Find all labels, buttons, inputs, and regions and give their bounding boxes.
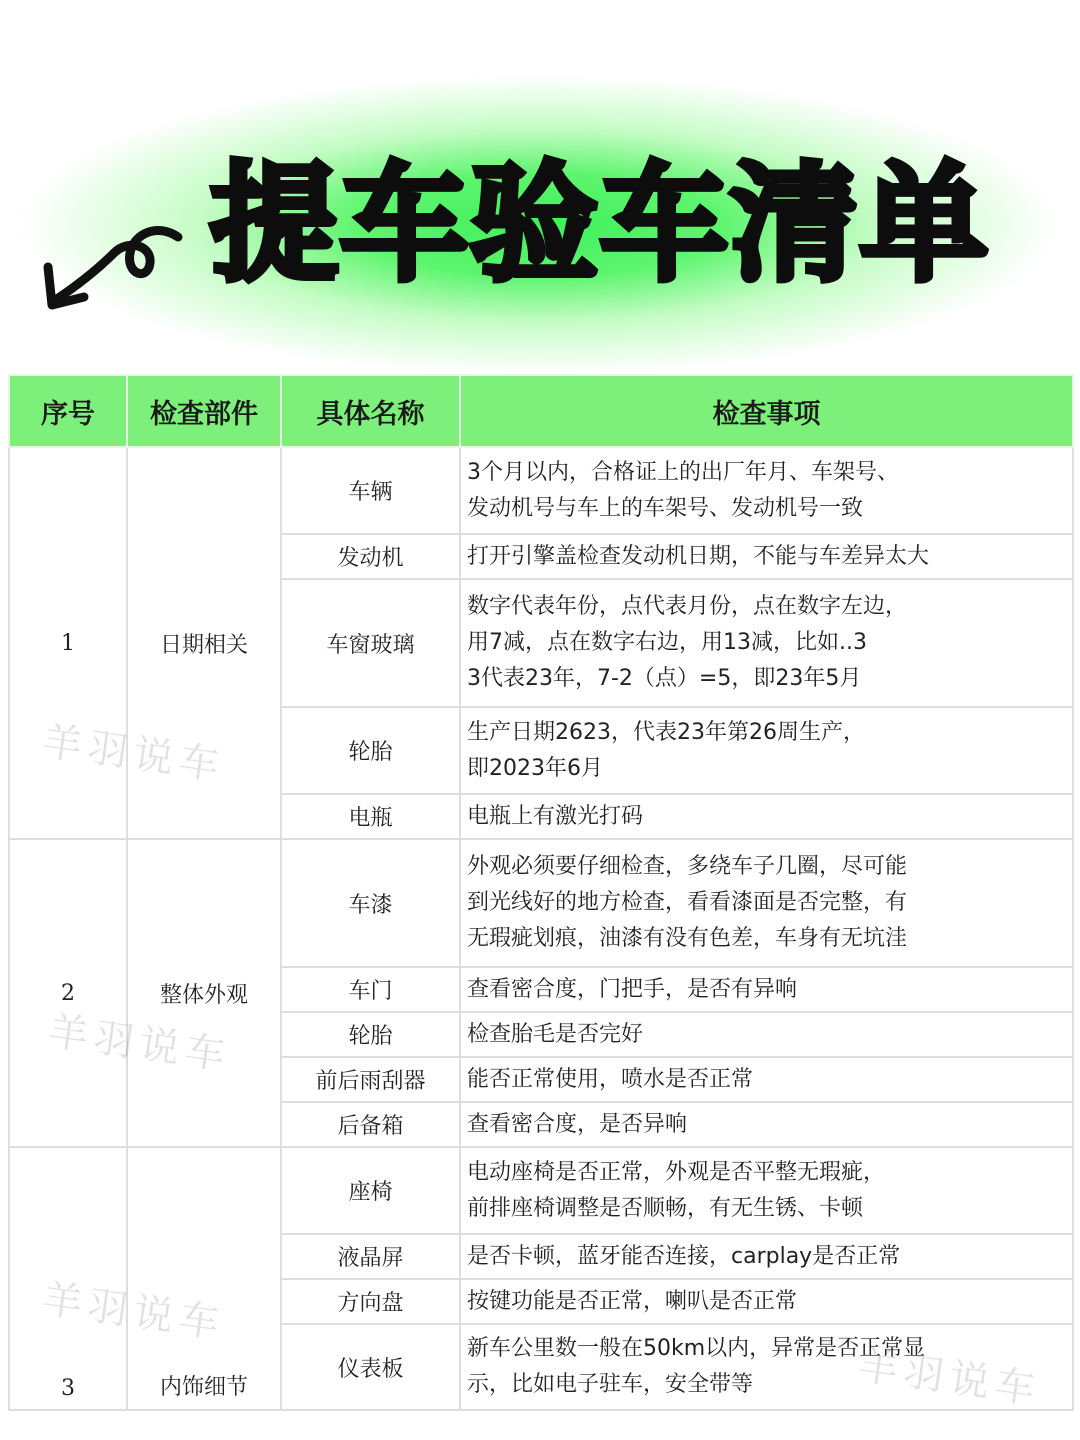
checklist-table xyxy=(8,374,1074,1411)
item-desc: 查看密合度，门把手，是否有异响 xyxy=(460,967,1073,1012)
item-desc: 打开引擎盖检查发动机日期，不能与车差异太大 xyxy=(460,534,1073,579)
item-desc: 电动座椅是否正常，外观是否平整无瑕疵， 前排座椅调整是否顺畅，有无生锈、卡顿 xyxy=(460,1147,1073,1234)
table-row xyxy=(9,447,1073,534)
item-name: 仪表板 xyxy=(281,1324,460,1410)
item-desc: 查看密合度，是否异响 xyxy=(460,1102,1073,1147)
header-part: 检查部件 xyxy=(127,375,281,447)
item-desc: 3个月以内，合格证上的出厂年月、车架号、 发动机号与车上的车架号、发动机号一致 xyxy=(460,447,1073,534)
item-name: 发动机 xyxy=(281,534,460,579)
item-name: 电瓶 xyxy=(281,794,460,839)
item-name: 液晶屏 xyxy=(281,1234,460,1279)
watermark: 羊羽说车 xyxy=(39,718,228,790)
group-index: 1 xyxy=(9,447,127,839)
item-name: 轮胎 xyxy=(281,707,460,794)
item-desc: 电瓶上有激光打码 xyxy=(460,794,1073,839)
table-header-row xyxy=(9,375,1073,447)
group-index: 3 xyxy=(9,1147,127,1410)
watermark: 羊羽说车 xyxy=(855,1342,1044,1414)
table-row xyxy=(9,1147,1073,1234)
item-name: 方向盘 xyxy=(281,1279,460,1324)
item-name: 后备箱 xyxy=(281,1102,460,1147)
group-part: 内饰细节 xyxy=(127,1147,281,1410)
item-desc: 外观必须要仔细检查，多绕车子几圈，尽可能 到光线好的地方检查，看看漆面是否完整，有 无瑕疵划痕，油漆有没有色差，车身有无坑洼 xyxy=(460,839,1073,967)
item-desc: 新车公里数一般在50km以内，异常是否正常显 示，比如电子驻车，安全带等 xyxy=(460,1324,1073,1410)
item-name: 轮胎 xyxy=(281,1012,460,1057)
watermark: 羊羽说车 xyxy=(45,1008,234,1080)
group-part: 日期相关 xyxy=(127,447,281,839)
curly-arrow-icon xyxy=(38,205,188,315)
table-row xyxy=(9,839,1073,967)
item-desc: 按键功能是否正常，喇叭是否正常 xyxy=(460,1279,1073,1324)
page-title: 提车验车清单 xyxy=(210,150,991,299)
header-item-name: 具体名称 xyxy=(281,375,460,447)
header-index: 序号 xyxy=(9,375,127,447)
item-name: 座椅 xyxy=(281,1147,460,1234)
item-desc: 数字代表年份，点代表月份，点在数字左边， 用7减，点在数字右边，用13减，比如..3 3代表23年，7-2（点）=5，即23年5月 xyxy=(460,579,1073,707)
item-name: 车门 xyxy=(281,967,460,1012)
item-name: 车漆 xyxy=(281,839,460,967)
header-check-items: 检查事项 xyxy=(460,375,1073,447)
item-desc: 是否卡顿，蓝牙能否连接，carplay是否正常 xyxy=(460,1234,1073,1279)
item-name: 车辆 xyxy=(281,447,460,534)
item-name: 前后雨刮器 xyxy=(281,1057,460,1102)
item-name: 车窗玻璃 xyxy=(281,579,460,707)
watermark: 羊羽说车 xyxy=(39,1276,228,1348)
group-part: 整体外观 xyxy=(127,839,281,1147)
group-index: 2 xyxy=(9,839,127,1147)
item-desc: 检查胎毛是否完好 xyxy=(460,1012,1073,1057)
item-desc: 能否正常使用，喷水是否正常 xyxy=(460,1057,1073,1102)
item-desc: 生产日期2623，代表23年第26周生产， 即2023年6月 xyxy=(460,707,1073,794)
